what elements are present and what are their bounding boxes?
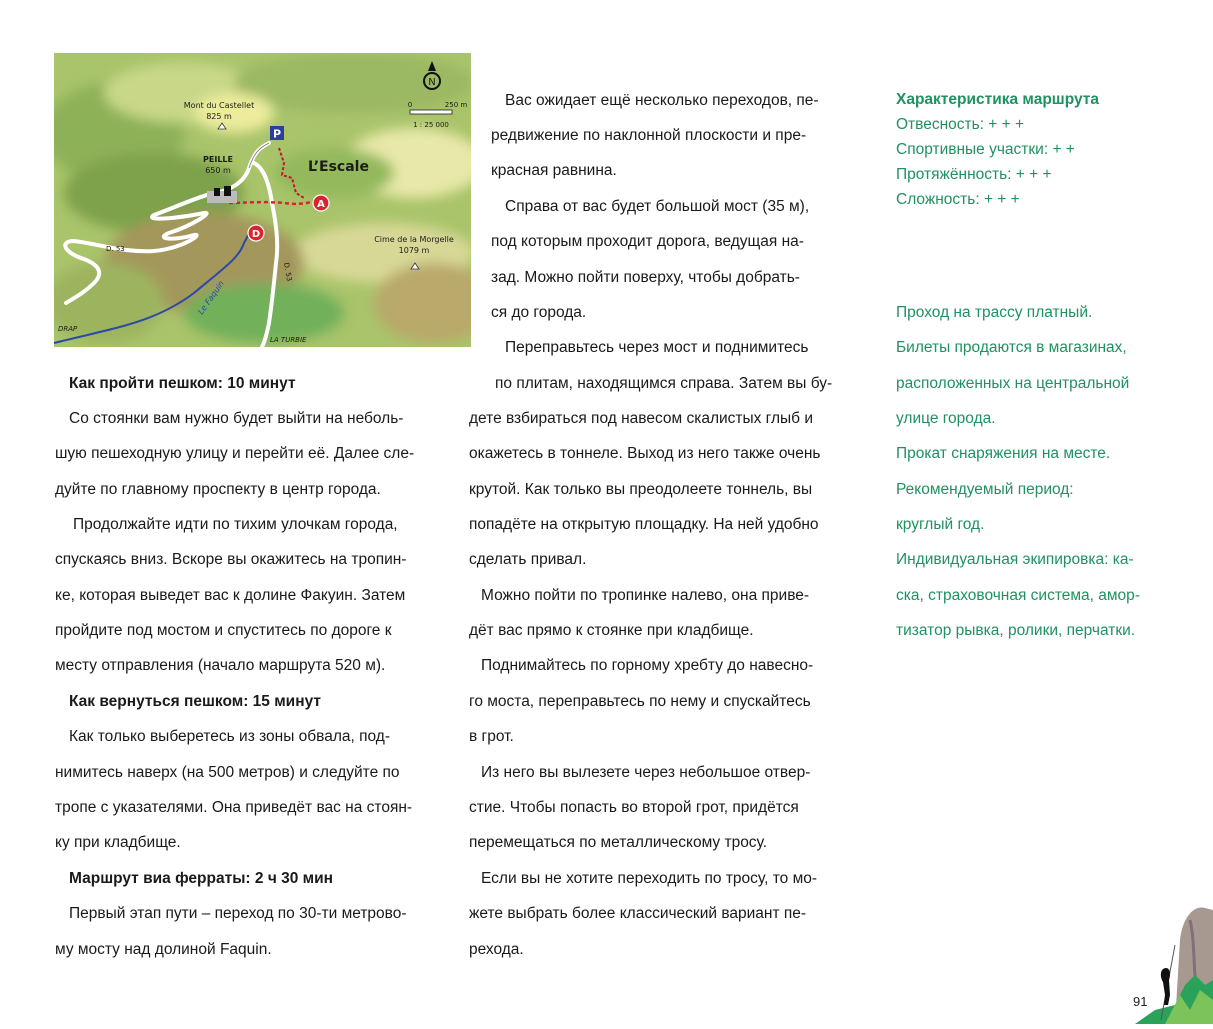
- middle-text-line: Из него вы вылезете через небольшое отвер-: [481, 764, 811, 781]
- middle-text-line: по плитам, находящимся справа. Затем вы бу-: [495, 375, 833, 392]
- middle-text-line: Переправьтесь через мост и поднимитесь: [505, 339, 809, 356]
- marker-a-icon: [313, 195, 329, 211]
- label-morgelle-alt: 1079 m: [398, 246, 430, 255]
- svg-text:A: A: [317, 199, 325, 210]
- middle-text-line: ся до города.: [491, 304, 587, 321]
- left-text-line: шую пешеходную улицу и перейти её. Далее сле-: [55, 445, 415, 462]
- svg-text:N: N: [428, 77, 436, 88]
- info-text-line: улице города.: [896, 410, 996, 427]
- info-text-line: ска, страховочная система, амор-: [896, 587, 1140, 604]
- left-text-line: тропе с указателями. Она приведёт вас на стоян-: [55, 799, 413, 816]
- info-text-line: Рекомендуемый период:: [896, 481, 1074, 498]
- middle-text-line: стие. Чтобы попасть во второй грот, придётся: [469, 799, 799, 816]
- label-road-d53-vertical: D. 53: [282, 261, 294, 282]
- info-text-line: круглый год.: [896, 516, 985, 533]
- label-mont-castellet-alt: 825 m: [206, 112, 232, 121]
- label-river-faquin: Le Faquin: [196, 279, 226, 317]
- label-peille-alt: 650 m: [205, 166, 231, 175]
- middle-text-line: го моста, переправьтесь по нему и спускайтесь: [469, 693, 811, 710]
- parking-icon: [270, 126, 284, 141]
- label-drap: DRAP: [58, 325, 78, 333]
- left-text-line: ку при кладбище.: [55, 834, 181, 851]
- middle-text-line: попадёте на открытую площадку. На ней удобно: [469, 516, 819, 533]
- label-escale: L’Escale: [308, 159, 369, 175]
- middle-text-line: дёт вас прямо к стоянке при кладбище.: [469, 622, 754, 639]
- info-text-line: Проход на трассу платный.: [896, 304, 1093, 321]
- page-number: 91: [1133, 994, 1148, 1009]
- climber-icon: [1135, 900, 1213, 1024]
- info-text-line: Билеты продаются в магазинах,: [896, 339, 1127, 356]
- middle-text-line: Справа от вас будет большой мост (35 м),: [505, 198, 810, 215]
- middle-text-line: редвижение по наклонной плоскости и пре-: [491, 127, 807, 144]
- left-heading: Маршрут виа ферраты: 2 ч 30 мин: [69, 870, 334, 887]
- characteristic-item: Протяжённость: + + +: [896, 166, 1052, 183]
- middle-text-line: сделать привал.: [469, 551, 587, 568]
- left-text-line: нимитесь наверх (на 500 метров) и следуйте по: [55, 764, 400, 781]
- label-road-d53: D. 53: [106, 245, 125, 253]
- left-text-line: пройдите под мостом и спуститесь по дороге к: [55, 622, 392, 639]
- middle-text-line: Можно пойти по тропинке налево, она приве-: [481, 587, 810, 604]
- middle-text-line: Вас ожидает ещё несколько переходов, пе-: [505, 92, 819, 109]
- left-text-line: месту отправления (начало маршрута 520 м).: [55, 657, 386, 674]
- info-text-line: расположенных на центральной: [896, 375, 1130, 392]
- middle-text-line: зад. Можно пойти поверху, чтобы добрать-: [491, 269, 800, 286]
- left-text-line: му мосту над долиной Faquin.: [55, 941, 272, 958]
- left-text-line: Продолжайте идти по тихим улочкам города,: [73, 516, 398, 533]
- svg-text:250 m: 250 m: [444, 101, 468, 109]
- middle-text-line: крутой. Как только вы преодолеете тоннель, вы: [469, 481, 813, 498]
- info-text-line: Индивидуальная экипировка: ка-: [896, 551, 1134, 568]
- label-la-turbie: LA TURBIE: [270, 336, 307, 344]
- left-text-line: Как только выберетесь из зоны обвала, под-: [69, 728, 391, 745]
- characteristic-item: Сложность: + + +: [896, 191, 1020, 208]
- label-peille: PEILLE: [203, 155, 233, 164]
- left-heading: Как пройти пешком: 10 минут: [69, 375, 296, 392]
- label-mont-castellet: Mont du Castellet: [183, 101, 255, 110]
- middle-text-line: под которым проходит дорога, ведущая на-: [491, 233, 804, 250]
- middle-text-line: окажетесь в тоннеле. Выход из него также очень: [469, 445, 821, 462]
- middle-text-line: Если вы не хотите переходить по тросу, то мо-: [481, 870, 818, 887]
- middle-text-line: Поднимайтесь по горному хребту до навесно-: [481, 657, 814, 674]
- middle-text-line: дете взбираться под навесом скалистых глыб и: [469, 410, 814, 427]
- left-text-line: спускаясь вниз. Вскоре вы окажитесь на тропин-: [55, 551, 407, 568]
- middle-text-line: в грот.: [469, 728, 514, 745]
- svg-text:1 : 25 000: 1 : 25 000: [413, 121, 449, 129]
- middle-text-line: рехода.: [469, 941, 524, 958]
- left-heading: Как вернуться пешком: 15 минут: [69, 693, 321, 710]
- info-text-line: тизатор рывка, ролики, перчатки.: [896, 622, 1136, 639]
- left-text-line: дуйте по главному проспекту в центр города.: [55, 481, 381, 498]
- characteristics-title: Характеристика маршрута: [896, 91, 1099, 108]
- characteristic-item: Отвесность: + + +: [896, 116, 1025, 133]
- route-map: [54, 53, 471, 347]
- svg-text:P: P: [272, 127, 282, 141]
- map-svg: [54, 53, 471, 347]
- climber-illustration: [1135, 900, 1213, 1024]
- characteristic-item: Спортивные участки: + +: [896, 141, 1075, 158]
- marker-d-icon: [248, 225, 264, 241]
- left-text-line: Со стоянки вам нужно будет выйти на неболь-: [69, 410, 404, 427]
- label-morgelle: Cime de la Morgelle: [374, 235, 454, 244]
- svg-text:D: D: [251, 229, 261, 240]
- left-text-line: ке, которая выведет вас к долине Факуин. Затем: [55, 587, 406, 604]
- info-text-line: Прокат снаряжения на месте.: [896, 445, 1111, 462]
- left-text-line: Первый этап пути – переход по 30-ти метрово-: [69, 905, 407, 922]
- middle-text-line: перемещаться по металлическому тросу.: [469, 834, 768, 851]
- middle-text-line: красная равнина.: [491, 162, 617, 179]
- svg-text:0: 0: [407, 101, 413, 109]
- middle-text-line: жете выбрать более классический вариант пе-: [469, 905, 807, 922]
